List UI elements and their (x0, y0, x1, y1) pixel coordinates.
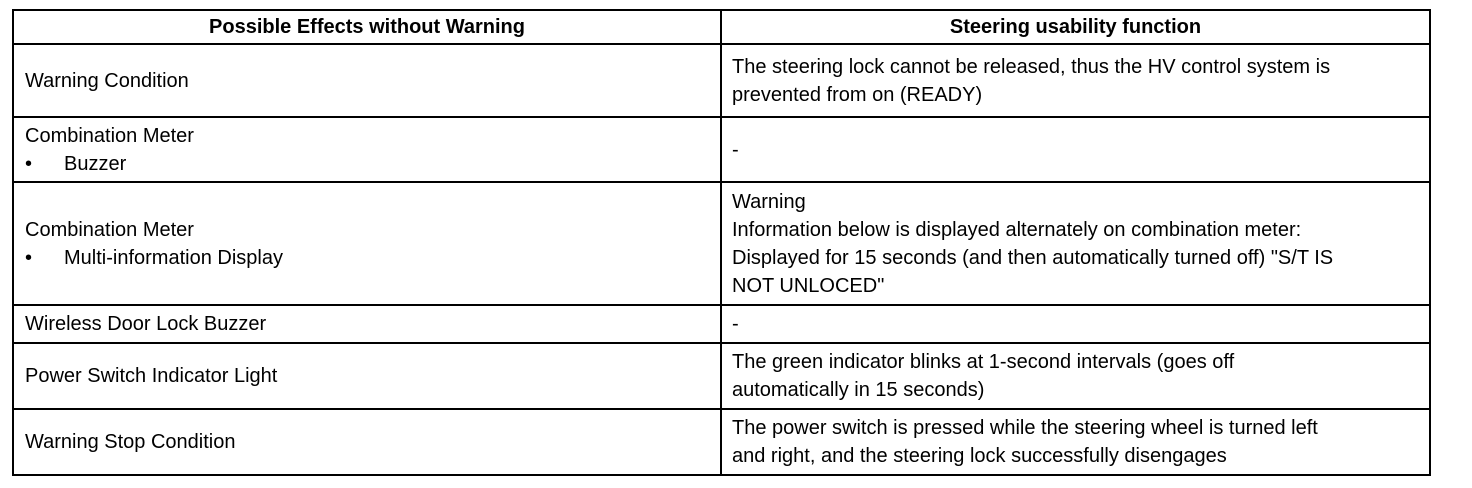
table-header-row (13, 10, 1430, 44)
row-value (721, 182, 1430, 305)
value-line: Displayed for 15 seconds (and then automatically turned off) "S/T IS (732, 246, 1334, 269)
value-line: Information below is displayed alternately on combination meter: (732, 218, 1302, 241)
bullet-item (25, 244, 710, 272)
row-label: Warning Condition (13, 44, 721, 117)
value-line: The steering lock cannot be released, thus the HV control system is (732, 55, 1331, 78)
row-label (13, 117, 721, 182)
header-possible-effects: Possible Effects without Warning (13, 10, 721, 44)
warning-effects-table (12, 9, 1431, 476)
bullet-text: Buzzer (64, 152, 127, 175)
row-value (721, 343, 1430, 409)
value-line: and right, and the steering lock successfully disengages (732, 445, 1227, 467)
row-label: Power Switch Indicator Light (13, 343, 721, 409)
value-line: automatically in 15 seconds) (732, 379, 985, 401)
table-row (13, 343, 1430, 409)
row-value (721, 44, 1430, 117)
bullet-marker: • (25, 152, 33, 175)
row-label-text: Combination Meter (25, 124, 194, 147)
row-label-text: Combination Meter (25, 218, 194, 241)
bullet-marker: • (25, 246, 33, 269)
value-line: - (732, 313, 739, 335)
value-line: The green indicator blinks at 1-second intervals (goes off (732, 351, 1235, 373)
row-label (13, 182, 721, 305)
row-value (721, 409, 1430, 475)
table-row (13, 305, 1430, 343)
table-row (13, 409, 1430, 475)
row-value (721, 305, 1430, 343)
table-row (13, 182, 1430, 305)
value-line: The power switch is pressed while the steering wheel is turned left (732, 417, 1318, 439)
value-line: Warning (732, 190, 806, 213)
header-steering-usability: Steering usability function (721, 10, 1430, 44)
row-value (721, 117, 1430, 182)
row-label: Wireless Door Lock Buzzer (13, 305, 721, 343)
table-row (13, 44, 1430, 117)
row-label: Warning Stop Condition (13, 409, 721, 475)
table-row (13, 117, 1430, 182)
bullet-item (25, 150, 710, 178)
bullet-text: Multi-information Display (64, 246, 283, 269)
value-line: NOT UNLOCED" (732, 274, 885, 297)
value-line: prevented from on (READY) (732, 83, 983, 106)
value-line: - (732, 138, 739, 161)
